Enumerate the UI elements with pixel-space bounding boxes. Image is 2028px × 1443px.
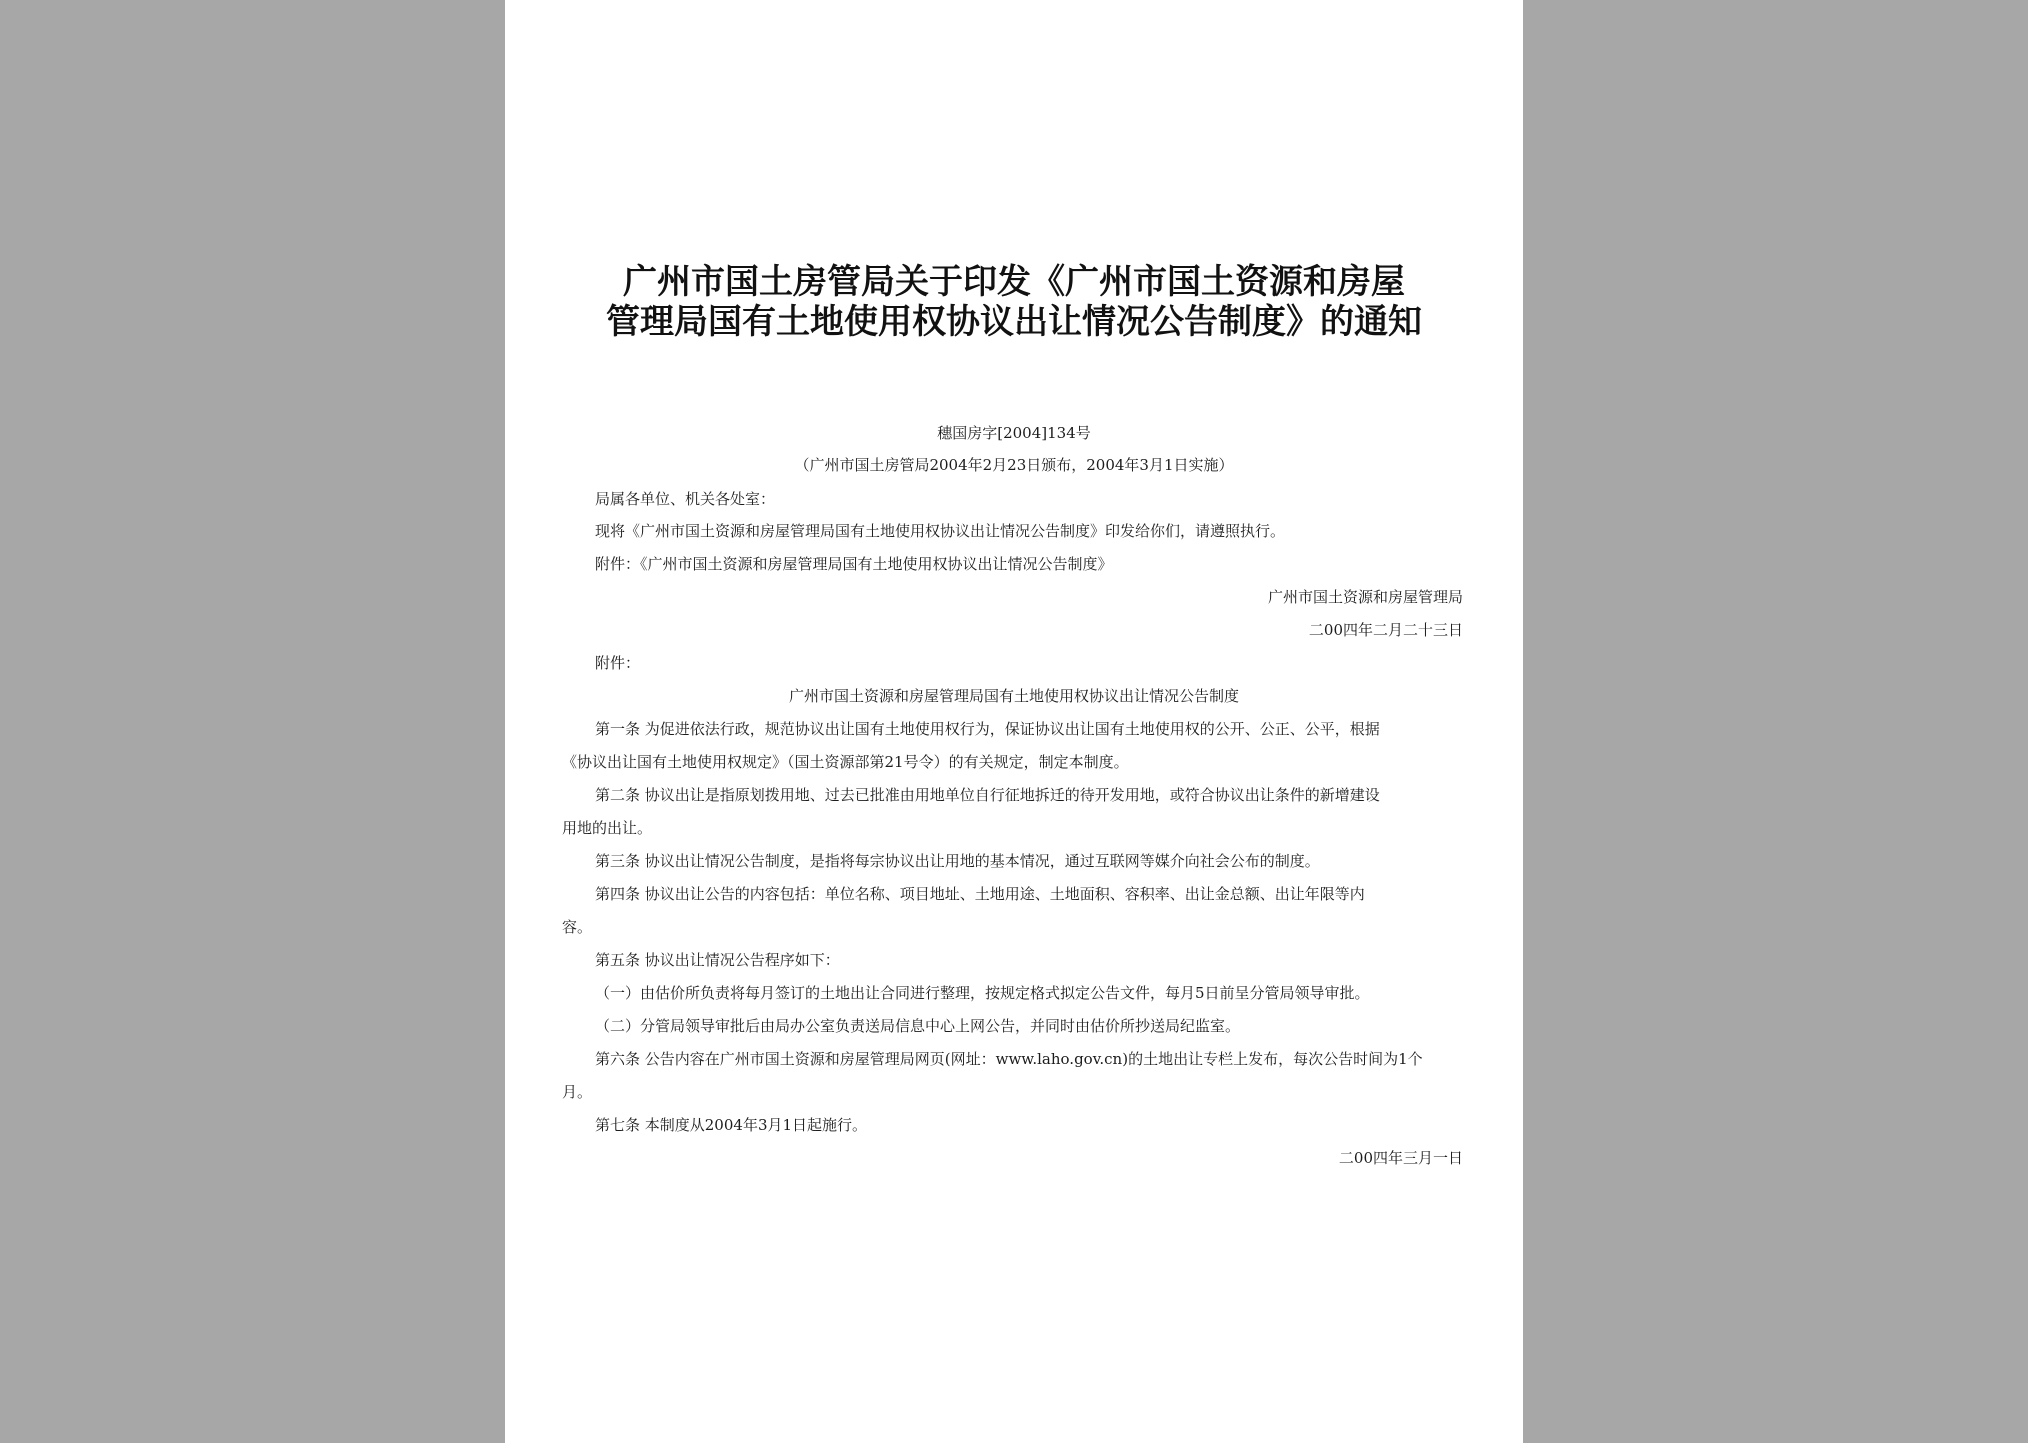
article-7: 第七条 本制度从2004年3月1日起施行。 <box>595 1116 868 1134</box>
article-3: 第三条 协议出让情况公告制度，是指将每宗协议出让用地的基本情况，通过互联网等媒介向社会公布的制度。 <box>595 852 1320 870</box>
article-4-line-2: 容。 <box>562 918 593 936</box>
sign-date: 二00四年二月二十三日 <box>1308 621 1463 639</box>
attachment-title: 广州市国土资源和房屋管理局国有土地使用权协议出让情况公告制度 <box>788 687 1239 705</box>
doc-number: 穗国房字[2004]134号 <box>937 424 1091 442</box>
final-date: 二00四年三月一日 <box>1338 1149 1463 1167</box>
article-1-line-2: 《协议出让国有土地使用权规定》（国土资源部第21号令）的有关规定，制定本制度。 <box>562 753 1129 771</box>
title-line-1: 广州市国土房管局关于印发《广州市国土资源和房屋 <box>623 262 1405 302</box>
signer: 广州市国土资源和房屋管理局 <box>1267 588 1463 606</box>
article-6-line-2: 月。 <box>562 1083 593 1101</box>
document-title <box>545 262 1483 342</box>
issue-note: （广州市国土房管局2004年2月23日颁布，2004年3月1日实施） <box>794 456 1234 474</box>
document-page <box>505 0 1523 1443</box>
article-5: 第五条 协议出让情况公告程序如下： <box>595 951 840 969</box>
intro-paragraph: 现将《广州市国土资源和房屋管理局国有土地使用权协议出让情况公告制度》印发给你们，请遵照执行。 <box>595 522 1286 540</box>
article-5-item-2: （二）分管局领导审批后由局办公室负责送局信息中心上网公告，并同时由估价所抄送局纪监室。 <box>595 1017 1241 1035</box>
article-2-line-2: 用地的出让。 <box>562 819 653 837</box>
article-5-item-1: （一）由估价所负责将每月签订的土地出让合同进行整理，按规定格式拟定公告文件，每月5日前呈分管局领导审批。 <box>595 984 1370 1002</box>
attachment-reference: 附件：《广州市国土资源和房屋管理局国有土地使用权协议出让情况公告制度》 <box>595 555 1113 573</box>
salutation: 局属各单位、机关各处室： <box>595 490 776 508</box>
article-1-line-1: 第一条 为促进依法行政，规范协议出让国有土地使用权行为，保证协议出让国有土地使用权的公开、公正、公平，根据 <box>595 720 1380 738</box>
article-2-line-1: 第二条 协议出让是指原划拨用地、过去已批准由用地单位自行征地拆迁的待开发用地，或符合协议出让条件的新增建设 <box>595 786 1380 804</box>
article-4-line-1: 第四条 协议出让公告的内容包括：单位名称、项目地址、土地用途、土地面积、容积率、出让金总额、出让年限等内 <box>595 885 1365 903</box>
title-line-2: 管理局国有土地使用权协议出让情况公告制度》的通知 <box>606 302 1422 342</box>
article-6-line-1: 第六条 公告内容在广州市国土资源和房屋管理局网页(网址：www.laho.gov.cn)的土地出让专栏上发布，每次公告时间为1个 <box>595 1050 1423 1068</box>
attachment-label: 附件： <box>595 654 641 672</box>
